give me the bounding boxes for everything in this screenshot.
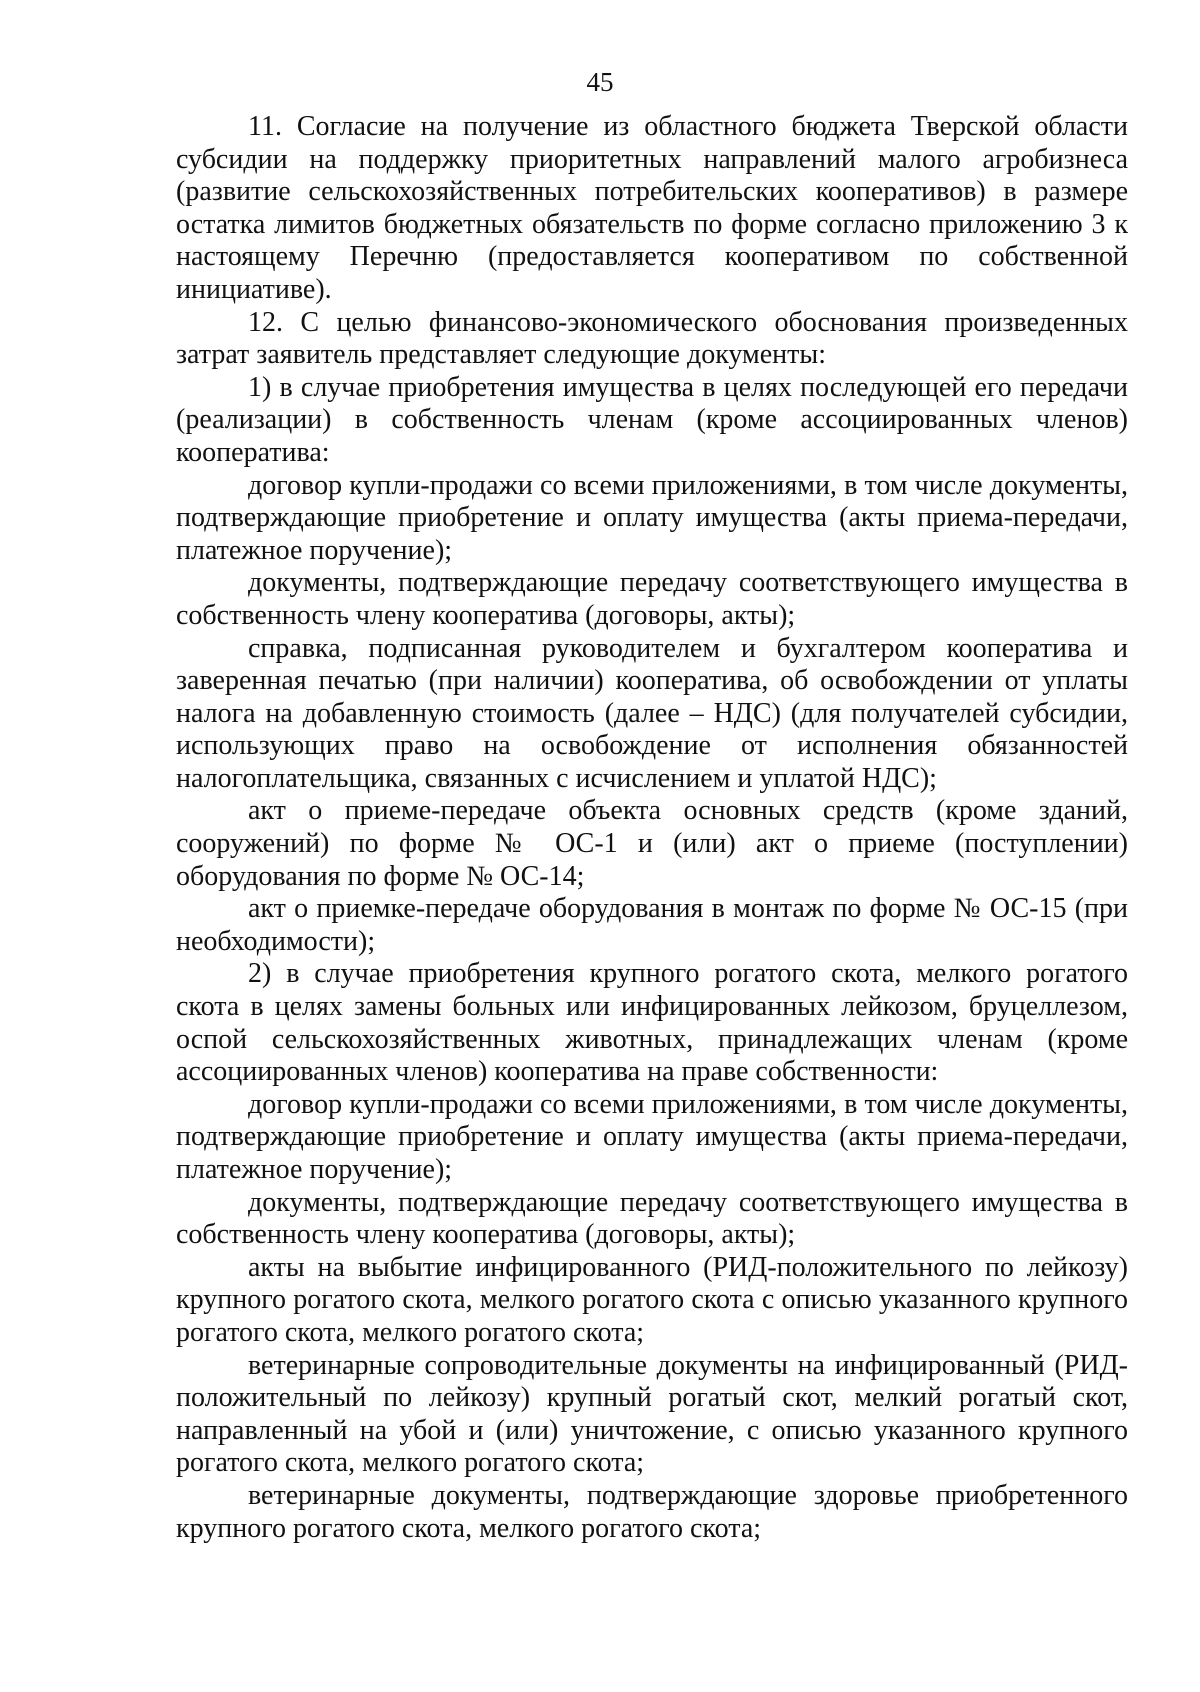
item-2-veterinary-health-documents: ветеринарные документы, подтверждающие здоровье приобретенного крупного рогатого скота, мелкого рогатого скота; (176, 1479, 1128, 1544)
paragraph-11-consent: 11. Согласие на получение из областного бюджета Тверской области субсидии на поддержку приоритетных направлений малого агробизнеса (развитие сельскохозяйственных потребительских кооперативов) в размере остатка лимитов бюджетных обязательств по форме согласно приложению 3 к настоящему Перечню (предоставляется кооперативом по собственной инициативе). (176, 111, 1128, 305)
page-number: 45 (586, 67, 614, 97)
item-2-disposal-acts: акты на выбытие инфицированного (РИД-положительного по лейкозу) крупного рогатого скота, мелкого рогатого скота с описью указанного крупного рогатого скота, мелкого рогатого скота; (176, 1251, 1128, 1348)
item-1-acceptance-act-os1-os14: акт о приеме-передаче объекта основных средств (кроме зданий, сооружений) по форме № ОС-1 и (или) акт о приеме (поступлении) оборудования по форме № ОС-14; (176, 795, 1128, 892)
item-2-sale-contract: договор купли-продажи со всеми приложениями, в том числе документы, подтверждающие приобретение и оплату имущества (акты приема-передачи, платежное поручение); (176, 1088, 1128, 1185)
item-2-transfer-documents: документы, подтверждающие передачу соответствующего имущества в собственность члену кооператива (договоры, акты); (176, 1186, 1128, 1251)
item-2-livestock-acquisition: 2) в случае приобретения крупного рогатого скота, мелкого рогатого скота в целях замены больных или инфицированных лейкозом, бруцеллезом, оспой сельскохозяйственных животных, принадлежащих членам (кроме ассоциированных членов) кооператива на праве собственности: (176, 958, 1128, 1088)
item-1-transfer-documents: документы, подтверждающие передачу соответствующего имущества в собственность члену кооператива (договоры, акты); (176, 567, 1128, 631)
item-1-sale-contract: договор купли-продажи со всеми приложениями, в том числе документы, подтверждающие приобретение и оплату имущества (акты приема-передачи, платежное поручение); (176, 469, 1128, 566)
item-1-installation-act-os15: акт о приемке-передаче оборудования в монтаж по форме № ОС-15 (при необходимости); (176, 893, 1128, 957)
item-1-vat-exemption-certificate: справка, подписанная руководителем и бухгалтером кооператива и заверенная печатью (при наличии) кооператива, об освобождении от уплаты налога на добавленную стоимость (далее – НДС) (для получателей субсидии, использующих право на освобождение от исполнения обязанностей налогоплательщика, связанных с исчислением и уплатой НДС); (176, 632, 1128, 794)
document-body (176, 111, 1128, 1545)
item-2-veterinary-accompanying-documents: ветеринарные сопроводительные документы на инфицированный (РИД-положительный по лейкозу) крупный рогатый скот, мелкий рогатый скот, направленный на убой и (или) уничтожение, с описью указанного крупного рогатого скота, мелкого рогатого скота; (176, 1349, 1128, 1479)
item-1-property-acquisition: 1) в случае приобретения имущества в целях последующей его передачи (реализации) в собственность членам (кроме ассоциированных членов) кооператива: (176, 371, 1128, 468)
paragraph-12-intro: 12. С целью финансово-экономического обоснования произведенных затрат заявитель представляет следующие документы: (176, 306, 1128, 371)
